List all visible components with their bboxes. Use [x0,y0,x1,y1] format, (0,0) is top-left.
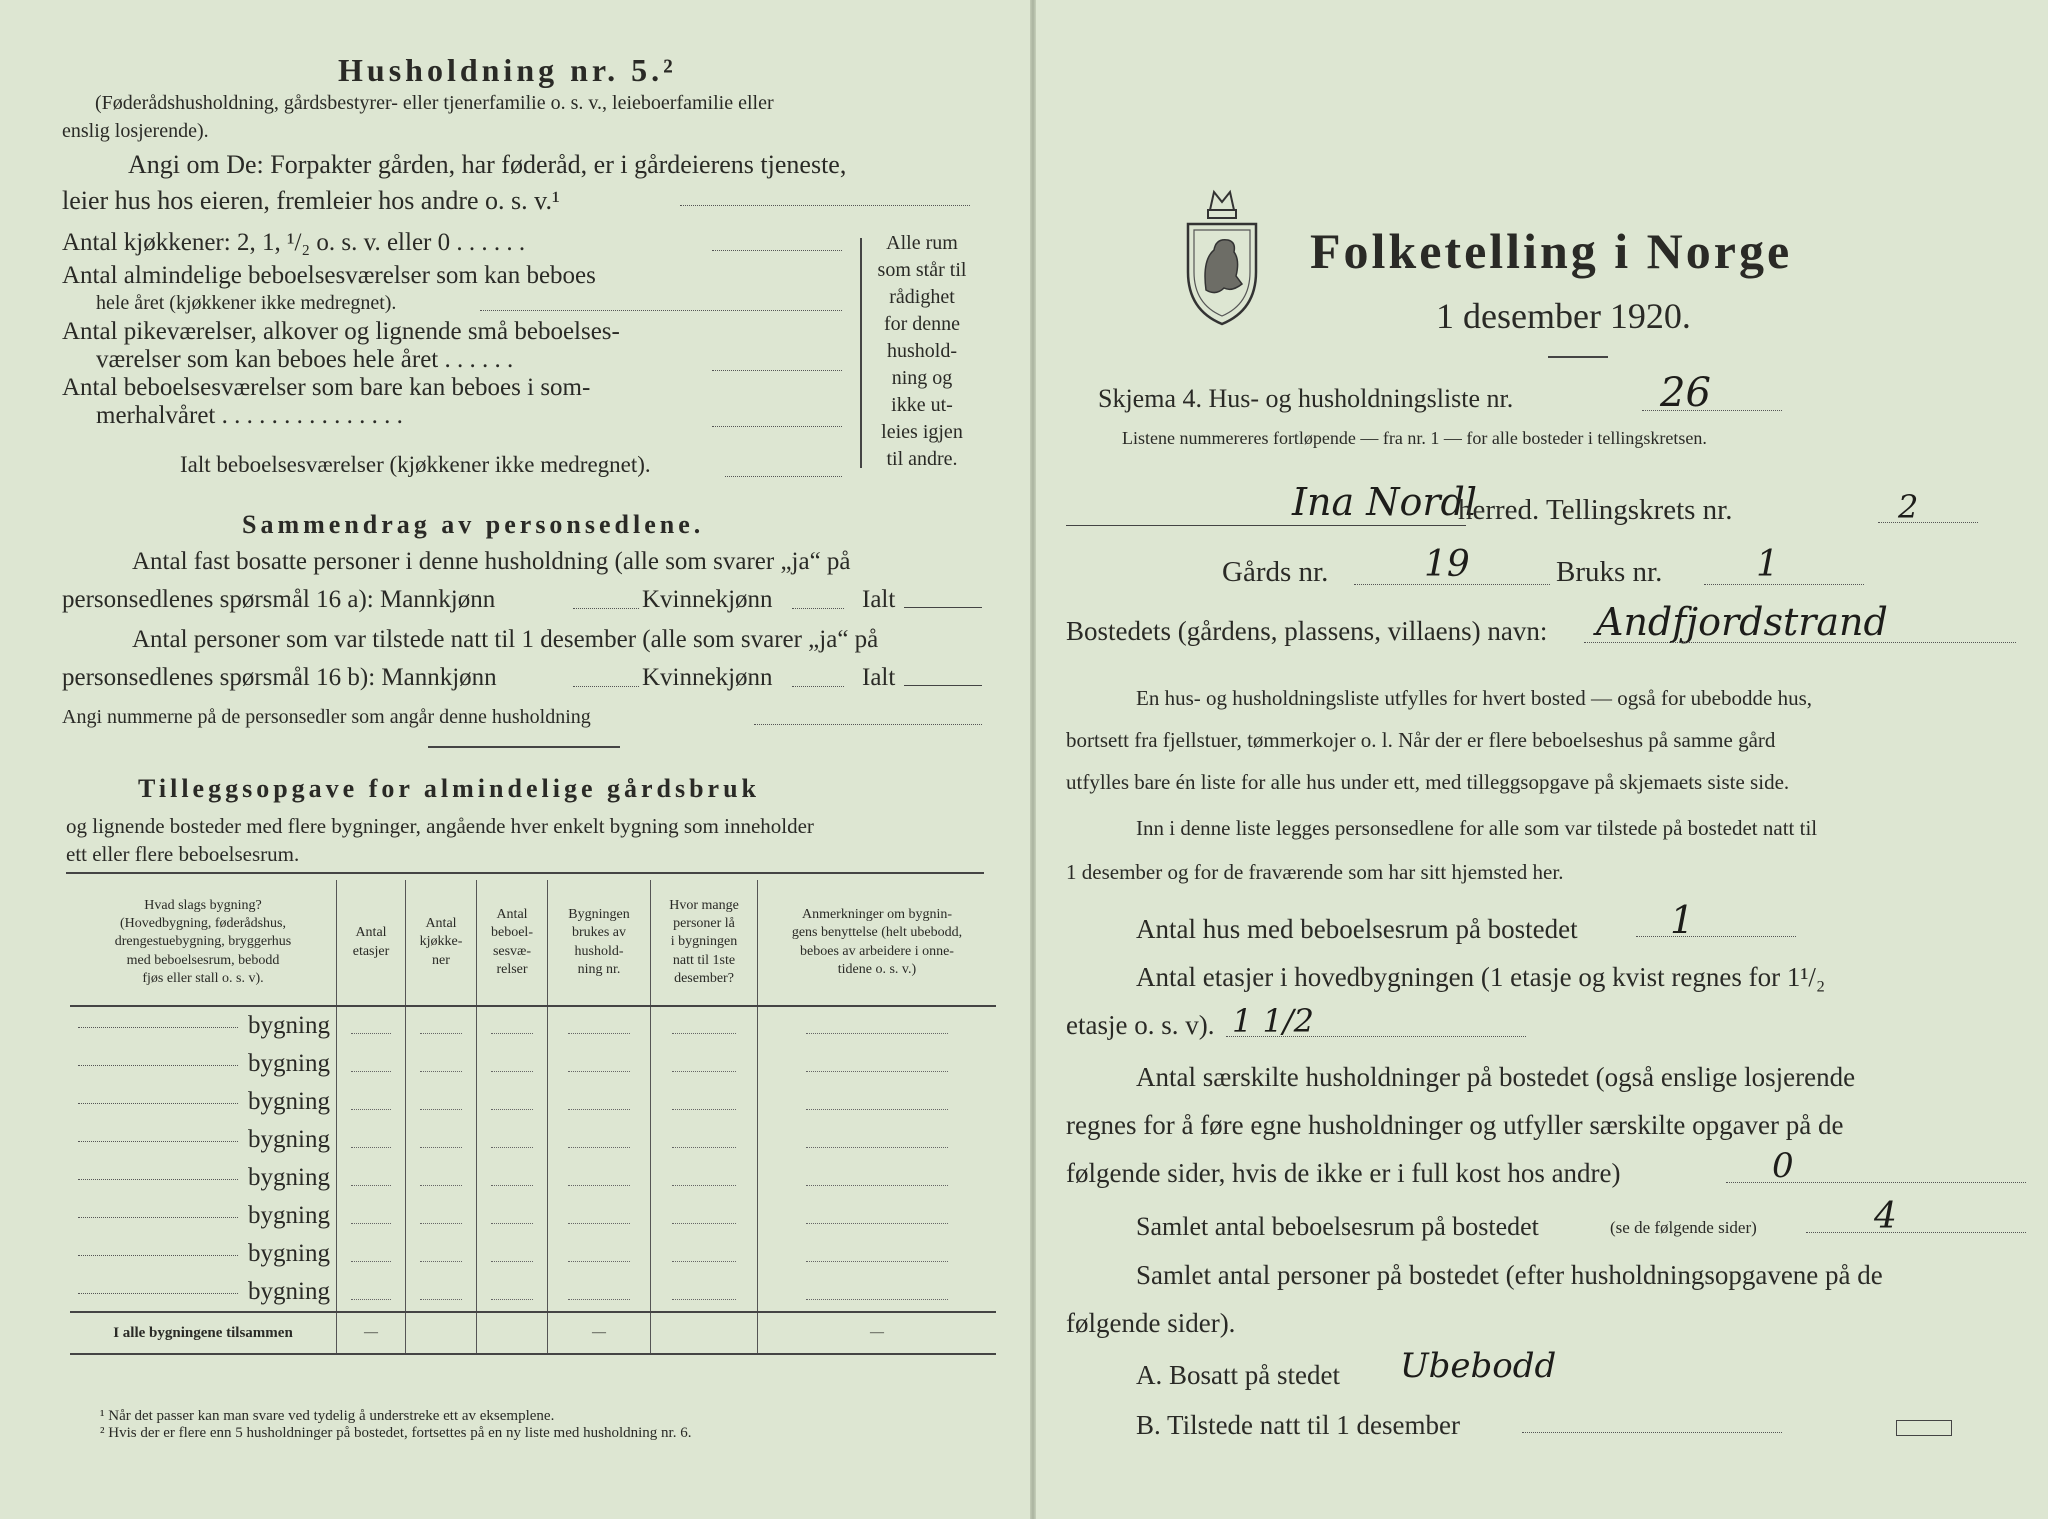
side-note [872,230,972,473]
total-remarks: — [758,1312,997,1354]
question-1-line-2: leier hus hos eieren, fremleier hos andre o. s. v.¹ [62,186,560,215]
building-cell: bygning [70,1006,337,1045]
col-rooms: Antal beboel- sesvæ- relser [477,880,548,1006]
side-note-line: som står til [877,259,967,281]
question-1-line-1: Angi om De: Forpakter gården, har føderåd, er i gårdeierens tjeneste, [128,150,847,179]
table-row [70,1197,996,1235]
building-cell: bygning [70,1159,337,1197]
farm-number-line [1354,584,1550,585]
summary-title: Sammendrag av personsedlene. [242,510,705,539]
side-note-line: leies igjen [881,421,963,443]
summary-line-1: Antal fast bosatte personer i denne husholdning (alle som svarer „ja“ på [132,548,851,575]
total-rooms-note: (se de følgende sider) [1610,1218,1757,1237]
col-persons: Hvor mange personer lå i bygningen natt til 1ste desember? [651,880,758,1006]
census-title: Folketelling i Norge [1310,223,1793,279]
total-rooms-value: 4 [1874,1196,1897,1237]
dwelling-name-line [1584,642,2016,643]
table-row [70,1006,996,1045]
kitchens-answer-line [712,250,842,251]
summer-rooms-line-1: Antal beboelsesværelser som bare kan beboes i som- [62,374,591,401]
numbering-note: Listene nummereres fortløpende — fra nr. 1 — for alle bosteder i tellingskretsen. [1122,428,1707,448]
building-cell: bygning [70,1045,337,1083]
table-header-row [70,880,996,1006]
col-remarks: Anmerkninger om bygnin- gens benyttelse (helt ubebodd, beboes av arbeidere i onne- tidene o. s. v.) [758,880,997,1006]
instruction-2-line-1: Inn i denne liste legges personsedlene for alle som var tilstede på bostedet natt til [1136,816,1818,840]
title-divider [1548,356,1608,358]
table-row [70,1045,996,1083]
summary-line-4c: Ialt [862,664,896,691]
houses-label: Antal hus med beboelsesrum på bostedet [1136,914,1578,944]
summary-present-total-line [904,685,982,686]
present-line [1522,1432,1782,1433]
present-label: B. Tilstede natt til 1 desember [1136,1410,1460,1440]
district-number-line [1878,522,1978,523]
total-rooms-answer-line [725,476,842,477]
building-cell: bygning [70,1197,337,1235]
footnote-1: ¹ Når det passer kan man svare ved tydelig å understreke ett av eksemplene. [100,1408,555,1424]
summary-line-5: Angi nummerne på de personsedler som angår denne husholdning [62,706,591,728]
side-note-line: hushold- [887,340,957,362]
question-1-answer-line [680,205,970,206]
total-rooms-label: Samlet antal beboelsesrum på bostedet [1136,1212,1539,1241]
herred-value: Ina Nordl [1292,480,1477,524]
summary-line-2b: Kvinnekjønn [642,586,773,613]
side-note-line: rådighet [889,286,955,308]
instruction-1-line-2: bortsett fra fjellstuer, tømmerkojer o. l. Når der er flere beboelseshus på samme gård [1066,728,1776,752]
floors-line-1: Antal etasjer i hovedbygningen (1 etasje og kvist regnes for 1¹/₂ [1136,962,1826,992]
holding-number-label: Bruks nr. [1556,556,1663,588]
households-value: 0 [1772,1146,1794,1186]
side-note-line: Alle rum [886,232,958,254]
building-cell: bygning [70,1121,337,1159]
total-rooms-line [1806,1232,2026,1233]
schema-line: Skjema 4. Hus- og husholdningsliste nr. [1098,384,1514,413]
col-kitchens: Antal kjøkke- ner [406,880,477,1006]
table-row [70,1159,996,1197]
houses-value: 1 [1670,898,1695,942]
total-label: I alle bygningene tilsammen [70,1312,337,1354]
summary-present-male-line [573,686,639,687]
side-note-line: ikke ut- [891,394,953,416]
col-household-nr: Bygningen brukes av hushold- ning nr. [548,880,651,1006]
supplement-title: Tilleggsopgave for almindelige gårdsbruk [138,774,761,803]
instruction-2-line-2: 1 desember og for de fraværende som har sitt hjemsted her. [1066,860,1564,884]
summary-line-4b: Kvinnekjønn [642,664,773,691]
summer-rooms-answer-line [712,426,842,427]
building-cell: bygning [70,1273,337,1312]
table-row [70,1083,996,1121]
households-line-1: Antal særskilte husholdninger på bostedet (også enslige losjerende [1136,1062,1856,1092]
district-number: 2 [1898,488,1919,526]
resident-label: A. Bosatt på stedet [1136,1360,1340,1390]
persons-line-1: Samlet antal personer på bostedet (efter husholdningsopgavene på de [1136,1260,1883,1290]
households-line-3: følgende sider, hvis de ikke er i full kost hos andre) [1066,1158,1621,1188]
census-date: 1 desember 1920. [1436,296,1691,336]
summary-present-female-line [792,686,844,687]
instruction-1-line-1: En hus- og husholdningsliste utfylles for hvert bosted — også for ubebodde hus, [1136,686,1812,710]
maid-rooms-answer-line [712,370,842,371]
total-floors: — [337,1312,406,1354]
right-page [1036,0,2048,1519]
building-cell: bygning [70,1083,337,1121]
buildings-table [70,880,996,1355]
dwelling-name: Andfjordstrand [1596,600,1888,644]
instruction-1-line-3: utfylles bare én liste for alle hus under ett, med tilleggsopgave på skjemaets siste side. [1066,770,1790,794]
summary-numbers-line [754,724,982,725]
floors-line [1226,1036,1526,1037]
summary-female-line [792,608,844,609]
total-rooms-line: Ialt beboelsesværelser (kjøkkener ikke medregnet). [180,452,651,477]
footnote-2: ² Hvis der er flere enn 5 husholdninger på bostedet, fortsettes på en ny liste med husholdning nr. 6. [100,1425,692,1441]
side-note-line: for denne [883,313,961,335]
total-household: — [548,1312,651,1354]
maid-rooms-line-1: Antal pikeværelser, alkover og lignende små beboelses- [62,318,620,345]
summary-line-4a: personsedlenes spørsmål 16 b): Mannkjønn [62,664,497,691]
side-note-line: ning og [891,367,953,389]
summer-rooms-line-2: merhalvåret . . . . . . . . . . . . . . . [96,402,403,429]
household-subtitle-2: enslig losjerende). [62,120,209,142]
printer-stamp-icon [1896,1420,1952,1436]
holding-number-line [1704,584,1864,585]
kitchens-line: Antal kjøkkener: 2, 1, ¹/₂ o. s. v. eller 0 . . . . . . [62,229,526,256]
farm-number-label: Gårds nr. [1222,556,1329,588]
maid-rooms-line-2: værelser som kan beboes hele året . . . . . . [96,346,514,373]
floors-value: 1 1/2 [1232,1002,1315,1040]
table-total-row [70,1312,996,1354]
houses-line [1636,936,1796,937]
section-divider [428,746,620,748]
side-note-bracket [860,238,862,468]
building-cell: bygning [70,1235,337,1273]
farm-number: 19 [1424,544,1470,585]
summary-male-line [573,608,639,609]
list-number-line [1642,410,1782,411]
supplement-line-1: og lignende bosteder med flere bygninger, angående hver enkelt bygning som inneholder [66,814,814,838]
table-top-rule [66,872,984,874]
col-building-type: Hvad slags bygning? (Hovedbygning, føderådshus, drengestuebygning, bryggerhus med beboelsesrum, bebodd fjøs eller stall o. s. v). [70,880,337,1006]
rooms-answer-line [480,310,842,311]
summary-line-2a: personsedlenes spørsmål 16 a): Mannkjønn [62,586,496,613]
norwegian-coat-of-arms-icon [1180,180,1264,328]
table-row [70,1121,996,1159]
summary-total-line [904,607,982,608]
persons-line-2: følgende sider). [1066,1308,1236,1338]
rooms-line-1: Antal almindelige beboelsesværelser som kan beboes [62,262,596,289]
herred-label: herred. Tellingskrets nr. [1458,494,1733,526]
household-title: Husholdning nr. 5.² [338,52,677,88]
summary-line-3: Antal personer som var tilstede natt til 1 desember (alle som svarer „ja“ på [132,626,879,653]
floors-line-2: etasje o. s. v). [1066,1010,1215,1040]
holding-number: 1 [1756,544,1779,585]
col-floors: Antal etasjer [337,880,406,1006]
household-subtitle-1: (Føderådshusholdning, gårdsbestyrer- eller tjenerfamilie o. s. v., leieboerfamilie eller [95,92,774,114]
rooms-line-2: hele året (kjøkkener ikke medregnet). [96,292,397,314]
households-line [1726,1182,2026,1183]
table-row [70,1273,996,1312]
list-number: 26 [1660,370,1711,416]
dwelling-name-label: Bostedets (gårdens, plassens, villaens) navn: [1066,616,1548,646]
side-note-line: til andre. [886,448,958,470]
supplement-line-2: ett eller flere beboelsesrum. [66,842,300,866]
summary-line-2c: Ialt [862,586,896,613]
table-row [70,1235,996,1273]
herred-line [1066,525,1466,526]
households-line-2: regnes for å føre egne husholdninger og utfyller særskilte opgaver på de [1066,1110,1844,1140]
resident-value: Ubebodd [1400,1346,1557,1386]
